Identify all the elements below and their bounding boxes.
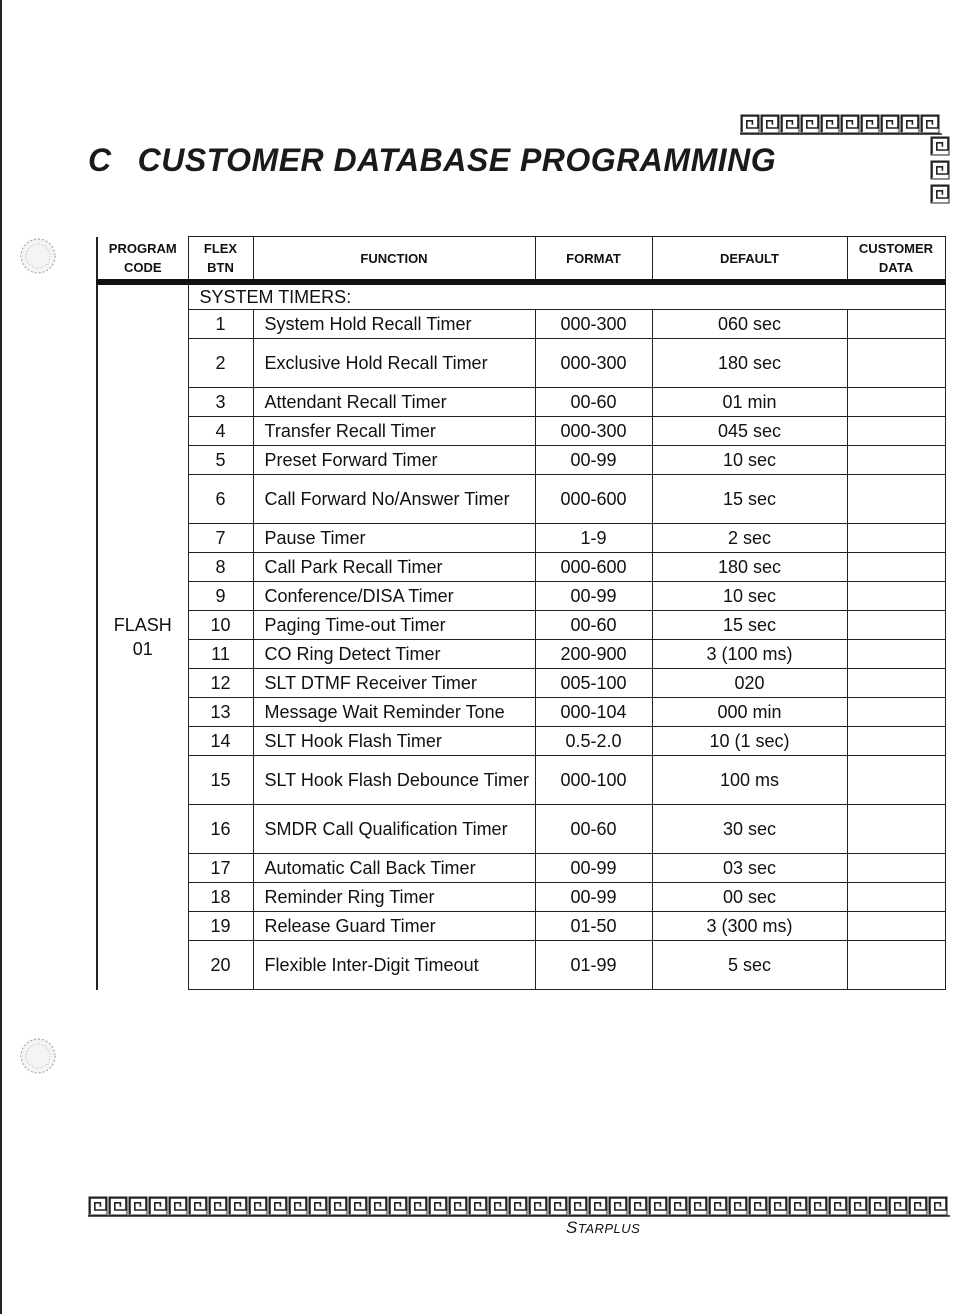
- header-format: FORMAT: [535, 237, 652, 283]
- function-cell: Reminder Ring Timer: [253, 883, 535, 912]
- flex-btn-cell: 19: [188, 912, 253, 941]
- table-row: [97, 756, 945, 805]
- default-cell: 10 (1 sec): [652, 727, 847, 756]
- format-cell: 000-300: [535, 339, 652, 388]
- default-cell: 2 sec: [652, 524, 847, 553]
- customer-data-cell[interactable]: [847, 446, 945, 475]
- customer-data-cell[interactable]: [847, 805, 945, 854]
- program-code-cell: [97, 282, 188, 990]
- function-cell: Attendant Recall Timer: [253, 388, 535, 417]
- section-row: [97, 282, 945, 310]
- default-cell: 3 (300 ms): [652, 912, 847, 941]
- default-cell: 5 sec: [652, 941, 847, 990]
- function-cell: SMDR Call Qualification Timer: [253, 805, 535, 854]
- header-function: FUNCTION: [253, 237, 535, 283]
- function-cell: CO Ring Detect Timer: [253, 640, 535, 669]
- customer-data-cell[interactable]: [847, 553, 945, 582]
- customer-data-cell[interactable]: [847, 669, 945, 698]
- table-row: [97, 912, 945, 941]
- format-cell: 000-100: [535, 756, 652, 805]
- customer-data-cell[interactable]: [847, 611, 945, 640]
- header-program-code: PROGRAM CODE: [97, 237, 188, 283]
- binder-hole-icon: [18, 1036, 58, 1076]
- default-cell: 01 min: [652, 388, 847, 417]
- table-row: [97, 805, 945, 854]
- table-row: [97, 611, 945, 640]
- default-cell: 00 sec: [652, 883, 847, 912]
- customer-data-cell[interactable]: [847, 524, 945, 553]
- header-greek-key-border: [740, 114, 950, 134]
- default-cell: 020: [652, 669, 847, 698]
- format-cell: 000-300: [535, 417, 652, 446]
- function-cell: Exclusive Hold Recall Timer: [253, 339, 535, 388]
- table-row: [97, 669, 945, 698]
- flex-btn-cell: 13: [188, 698, 253, 727]
- default-cell: 180 sec: [652, 553, 847, 582]
- format-cell: 000-104: [535, 698, 652, 727]
- customer-data-cell[interactable]: [847, 698, 945, 727]
- flex-btn-cell: 14: [188, 727, 253, 756]
- flex-btn-cell: 10: [188, 611, 253, 640]
- program-code-line: 01: [132, 639, 153, 660]
- function-cell: Call Forward No/Answer Timer: [253, 475, 535, 524]
- header-customer-data: CUSTOMER DATA: [847, 237, 945, 283]
- customer-data-cell[interactable]: [847, 912, 945, 941]
- table-row: [97, 883, 945, 912]
- flex-btn-cell: 18: [188, 883, 253, 912]
- default-cell: 100 ms: [652, 756, 847, 805]
- flex-btn-cell: 5: [188, 446, 253, 475]
- table-row: [97, 582, 945, 611]
- table-row: [97, 388, 945, 417]
- format-cell: 00-60: [535, 805, 652, 854]
- flex-btn-cell: 9: [188, 582, 253, 611]
- function-cell: Pause Timer: [253, 524, 535, 553]
- format-cell: 0.5-2.0: [535, 727, 652, 756]
- table-row: [97, 727, 945, 756]
- format-cell: 1-9: [535, 524, 652, 553]
- table-row: [97, 310, 945, 339]
- format-cell: 00-99: [535, 883, 652, 912]
- flex-btn-cell: 20: [188, 941, 253, 990]
- format-cell: 00-99: [535, 582, 652, 611]
- flex-btn-cell: 12: [188, 669, 253, 698]
- customer-data-cell[interactable]: [847, 388, 945, 417]
- format-cell: 00-60: [535, 388, 652, 417]
- function-cell: Message Wait Reminder Tone: [253, 698, 535, 727]
- flex-btn-cell: 2: [188, 339, 253, 388]
- flex-btn-cell: 4: [188, 417, 253, 446]
- default-cell: 03 sec: [652, 854, 847, 883]
- format-cell: 01-50: [535, 912, 652, 941]
- flex-btn-cell: 11: [188, 640, 253, 669]
- format-cell: 00-60: [535, 611, 652, 640]
- function-cell: Release Guard Timer: [253, 912, 535, 941]
- table-row: [97, 446, 945, 475]
- customer-data-cell[interactable]: [847, 640, 945, 669]
- header-greek-key-side-border: [930, 136, 950, 156]
- format-cell: 000-600: [535, 553, 652, 582]
- format-cell: 200-900: [535, 640, 652, 669]
- customer-data-cell[interactable]: [847, 854, 945, 883]
- function-cell: Preset Forward Timer: [253, 446, 535, 475]
- format-cell: 01-99: [535, 941, 652, 990]
- flex-btn-cell: 7: [188, 524, 253, 553]
- table-row: [97, 524, 945, 553]
- customer-data-cell[interactable]: [847, 582, 945, 611]
- function-cell: SLT Hook Flash Debounce Timer: [253, 756, 535, 805]
- function-cell: Paging Time-out Timer: [253, 611, 535, 640]
- customer-data-cell[interactable]: [847, 727, 945, 756]
- footer-brand: STARPLUS: [566, 1218, 641, 1237]
- default-cell: 000 min: [652, 698, 847, 727]
- customer-data-cell[interactable]: [847, 883, 945, 912]
- function-cell: Conference/DISA Timer: [253, 582, 535, 611]
- table-header-row: [97, 237, 945, 283]
- customer-data-cell[interactable]: [847, 339, 945, 388]
- page-left-edge-rule: [0, 0, 2, 1314]
- customer-data-cell[interactable]: [847, 756, 945, 805]
- function-cell: Call Park Recall Timer: [253, 553, 535, 582]
- table-row: [97, 417, 945, 446]
- table-row: [97, 854, 945, 883]
- flex-btn-cell: 15: [188, 756, 253, 805]
- customer-data-cell[interactable]: [847, 941, 945, 990]
- table-row: [97, 475, 945, 524]
- customer-data-cell[interactable]: [847, 310, 945, 339]
- default-cell: 15 sec: [652, 475, 847, 524]
- format-cell: 000-600: [535, 475, 652, 524]
- default-cell: 3 (100 ms): [652, 640, 847, 669]
- format-cell: 00-99: [535, 854, 652, 883]
- function-cell: Transfer Recall Timer: [253, 417, 535, 446]
- footer-greek-key-border: [88, 1196, 950, 1216]
- header-flex-btn: FLEX BTN: [188, 237, 253, 283]
- default-cell: 045 sec: [652, 417, 847, 446]
- table-row: [97, 553, 945, 582]
- table-row: [97, 941, 945, 990]
- default-cell: 180 sec: [652, 339, 847, 388]
- section-title: CUSTOMER DATABASE PROGRAMMING: [137, 142, 777, 178]
- table-row: [97, 640, 945, 669]
- flex-btn-cell: 1: [188, 310, 253, 339]
- format-cell: 00-99: [535, 446, 652, 475]
- program-code-line: FLASH: [113, 615, 172, 636]
- flex-btn-cell: 8: [188, 553, 253, 582]
- function-cell: System Hold Recall Timer: [253, 310, 535, 339]
- header-default: DEFAULT: [652, 237, 847, 283]
- default-cell: 15 sec: [652, 611, 847, 640]
- function-cell: Automatic Call Back Timer: [253, 854, 535, 883]
- default-cell: 060 sec: [652, 310, 847, 339]
- binder-hole-icon: [18, 236, 58, 276]
- flex-btn-cell: 3: [188, 388, 253, 417]
- customer-data-cell[interactable]: [847, 475, 945, 524]
- section-letter: C: [88, 142, 112, 178]
- default-cell: 30 sec: [652, 805, 847, 854]
- section-label: SYSTEM TIMERS:: [188, 282, 945, 310]
- customer-database-table: [96, 236, 946, 990]
- flex-btn-cell: 16: [188, 805, 253, 854]
- flex-btn-cell: 17: [188, 854, 253, 883]
- function-cell: Flexible Inter-Digit Timeout: [253, 941, 535, 990]
- default-cell: 10 sec: [652, 582, 847, 611]
- table-row: [97, 339, 945, 388]
- flex-btn-cell: 6: [188, 475, 253, 524]
- format-cell: 005-100: [535, 669, 652, 698]
- function-cell: SLT DTMF Receiver Timer: [253, 669, 535, 698]
- customer-data-cell[interactable]: [847, 417, 945, 446]
- table-row: [97, 698, 945, 727]
- function-cell: SLT Hook Flash Timer: [253, 727, 535, 756]
- page-title: [88, 142, 776, 179]
- format-cell: 000-300: [535, 310, 652, 339]
- default-cell: 10 sec: [652, 446, 847, 475]
